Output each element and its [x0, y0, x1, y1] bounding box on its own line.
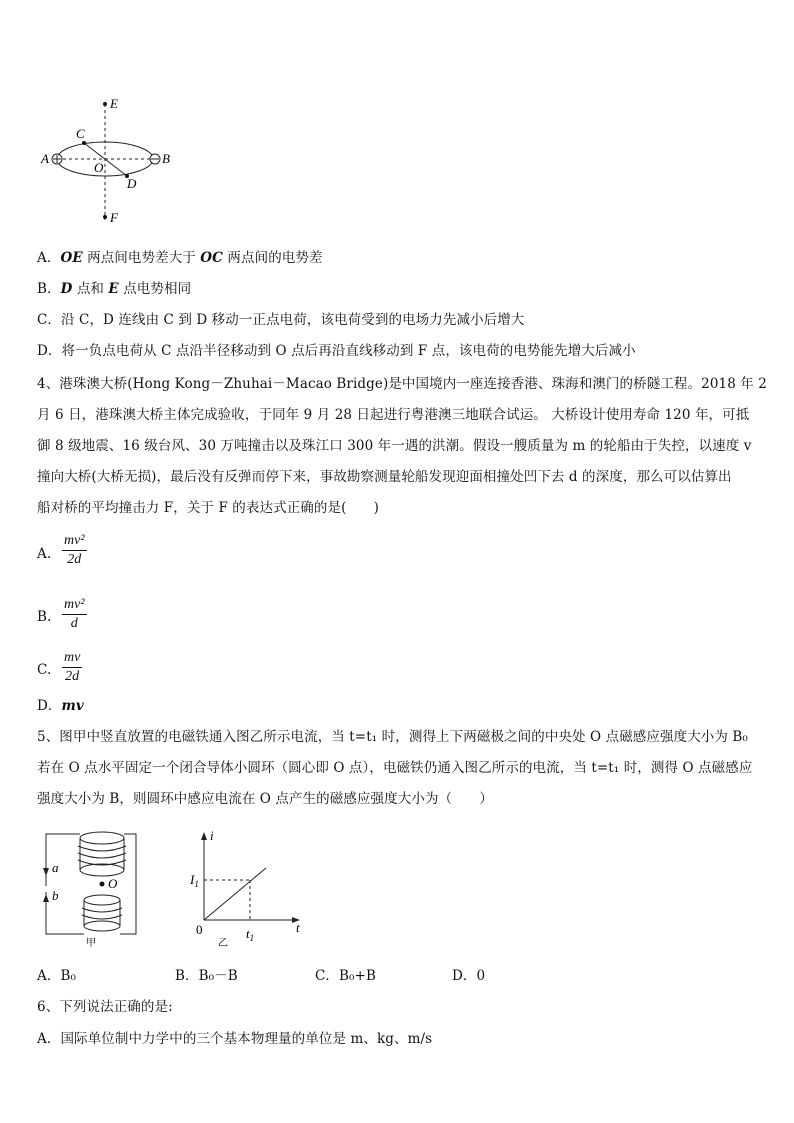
- q4-stem-line2: 月 6 日，港珠澳大桥主体完成验收，于同年 9 月 28 日起进行粤港澳三地联合试运。 大桥设计使用寿命 120 年，可抵: [37, 407, 750, 423]
- label-C: C: [76, 126, 85, 141]
- q5-option-b: B．B₀－B: [175, 968, 238, 984]
- current-time-graph: [186, 826, 310, 950]
- q6-stem: 6、下列说法正确的是:: [37, 999, 173, 1015]
- q3-option-b: B．D 点和 E 点电势相同: [37, 281, 192, 297]
- q3-option-a: A．OE 两点间电势差大于 OC 两点间的电势差: [37, 250, 323, 266]
- q4-option-b-label: B.: [37, 609, 52, 625]
- label-A: A: [41, 151, 49, 166]
- q4-option-a-fraction: mv² 2d: [64, 533, 85, 567]
- q4-option-c-fraction: mv 2d: [64, 650, 81, 684]
- figure-yi-label: 乙: [218, 938, 228, 949]
- label-F: F: [110, 210, 118, 225]
- label-B: B: [162, 151, 170, 166]
- q5-stem-line1: 5、图甲中竖直放置的电磁铁通入图乙所示电流，当 t=t₁ 时，测得上下两磁极之间的中央处 O 点磁感应强度大小为 B₀: [37, 729, 748, 745]
- electromagnet-figure: [38, 826, 148, 948]
- q5-stem-line2: 若在 O 点水平固定一个闭合导体小圆环（圆心即 O 点），电磁铁仍通入图乙所示的电流，当 t=t₁ 时，测得 O 点磁感应: [37, 760, 753, 776]
- q5-option-a: A．B₀: [37, 968, 76, 984]
- q4-stem-line1: 4、港珠澳大桥(Hong Kong－Zhuhai－Macao Bridge)是中国境内一座连接香港、珠海和澳门的桥隧工程。2018 年 2: [37, 376, 767, 392]
- graph-label-t1: $t_1$: [246, 926, 255, 943]
- q4-stem-line4: 撞向大桥(大桥无损)，最后没有反弹而停下来，事故勘察测量轮船发现迎面相撞处凹下去 d 的深度，那么可以估算出: [37, 469, 732, 485]
- graph-axis-t: t: [296, 920, 300, 935]
- electric-field-figure: [30, 92, 190, 232]
- q4-option-b-fraction: mv² d: [64, 597, 85, 631]
- q6-option-a: A．国际单位制中力学中的三个基本物理量的单位是 m、kg、m/s: [37, 1031, 433, 1047]
- point-o-label: O: [108, 876, 118, 891]
- label-O: O: [94, 160, 104, 175]
- q3-option-c: C．沿 C，D 连线由 C 到 D 移动一正点电荷，该电荷受到的电场力先减小后增大: [37, 312, 525, 328]
- graph-origin: 0: [196, 922, 203, 937]
- q4-option-d: D．mv: [37, 698, 84, 714]
- q5-stem-line3: 强度大小为 B，则圆环中感应电流在 O 点产生的磁感应强度大小为（ ）: [37, 791, 493, 807]
- graph-label-I1: $I_1$: [190, 872, 199, 889]
- q4-option-a-label: A.: [37, 546, 52, 562]
- q5-option-d: D．0: [452, 968, 486, 984]
- coil-label-a: a: [52, 860, 59, 875]
- q3-option-d: D．将一负点电荷从 C 点沿半径移动到 O 点后再沿直线移动到 F 点，该电荷的电势能先增大后减小: [37, 343, 636, 359]
- graph-axis-i: i: [210, 828, 214, 843]
- q4-stem-line5: 船对桥的平均撞击力 F，关于 F 的表达式正确的是( ): [37, 500, 380, 516]
- q4-stem-line3: 御 8 级地震、16 级台风、30 万吨撞击以及珠江口 300 年一遇的洪潮。假设一艘质量为 m 的轮船由于失控，以速度 v: [37, 438, 752, 454]
- label-D: D: [127, 176, 137, 191]
- coil-label-b: b: [52, 888, 59, 903]
- q5-option-c: C．B₀+B: [315, 968, 376, 984]
- figure-jia-label: 甲: [86, 938, 96, 948]
- label-E: E: [110, 96, 118, 111]
- q4-option-c-label: C.: [37, 662, 52, 678]
